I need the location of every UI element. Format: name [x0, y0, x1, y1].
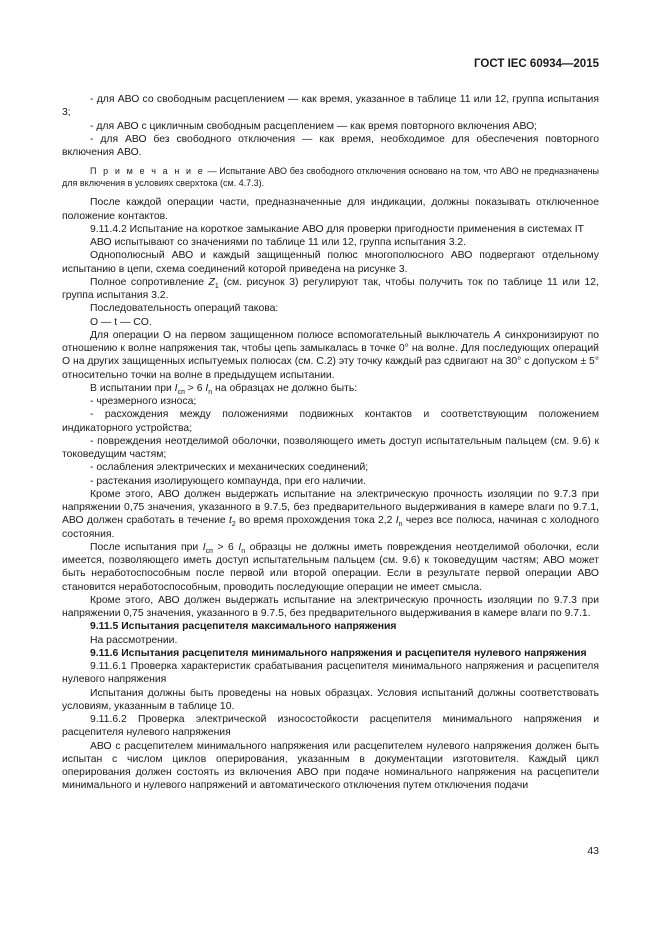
list-item: - растекания изолирующего компаунда, при его наличии.: [90, 475, 366, 487]
list-item: - ослабления электрических и механических соединений;: [90, 462, 369, 474]
note: [62, 165, 599, 189]
paragraph: АВО испытывают со значениями по таблице 11 или 12, группа испытания 3.2.: [90, 237, 467, 248]
paragraph: Полное сопротивление $Z_1$ (см. рисунок 3) регулируют так, чтобы получить ток по таблице 11 или 12, группа испытания 3.2.: [62, 276, 599, 301]
list-item: - для АВО с цикличным свободным расцеплением — как время повторного включения АВО;: [90, 120, 538, 132]
section-heading: 9.11.6 Испытания расцепителя минимального напряжения и расцепителя нулевого напряжения: [90, 647, 587, 659]
list-item: - повреждения неотделимой оболочки, позволяющего иметь доступ испытательным пальцем (см. 9.6) к токоведущим частям;: [62, 435, 599, 460]
note-label: П р и м е ч а н и е: [90, 166, 205, 177]
list-item: - чрезмерного износа;: [90, 396, 197, 407]
paragraph: В испытании при $I_{сп} > 6$ $I_n$ на образцах не должно быть:: [90, 382, 358, 396]
paragraph: Кроме этого, АВО должен выдержать испытание на электрическую прочность изоляции по 9.7.3 при напряжении 0,75 значения, указанного в 9.7.5, без предварительного выдерживания в камере влаги по 9.7.1.: [62, 594, 599, 619]
page-number: 43: [587, 845, 599, 857]
paragraph: Однополюсный АВО и каждый защищенный полюс многополюсного АВО подвергают отдельному испытанию в цепи, схема соединений которой приведена на рисунке 3.: [62, 250, 599, 275]
section-heading: 9.11.4.2 Испытание на короткое замыкание АВО для проверки пригодности применения в системах IT: [90, 223, 585, 235]
paragraph: После испытания при $I_{сп} > 6$ $I_n$ образцы не должны иметь повреждения неотделимой оболочки, если имеется, позволяющего иметь доступ испытательным пальцем (см. 9.6) к токоведущим частям; АВО может быть неработоспособным после первой или второй операции. Если в результате первой операции АВО становится неработоспособным, проводить последующие операции не имеет смысла.: [62, 541, 599, 593]
list-item: - для АВО без свободного отключения — как время, необходимое для обеспечения повторного включения АВО.: [62, 133, 599, 158]
paragraph: Для операции О на первом защищенном полюсе вспомогательный выключатель A синхронизируют по отношению к волне напряжения так, чтобы цепь замыкалась в точке 0° на волне. Для последующих операций О на других защищенных испытуемых полюсах (см. С.2) эту точку каждый раз сдвигают на 30° с допуском ± 5° относительно точки на волне в предыдущем испытании.: [62, 329, 599, 381]
paragraph: Последовательность операций такова:: [90, 303, 279, 315]
paragraph: АВО с расцепителем минимального напряжения или расцепителем нулевого напряжения должен быть испытан с числом циклов оперирования, указанным в документации изготовителя. Каждый цикл оперирования должен состоять из включения АВО при подаче номинального напряжения на расцепители минимального и нулевого напряжений и автоматического отключения путем отключения подачи: [62, 740, 599, 792]
section-heading: 9.11.5 Испытания расцепителя максимального напряжения: [90, 621, 397, 633]
page-body: [62, 93, 599, 793]
list-item: - для АВО со свободным расцеплением — как время, указанное в таблице 11 или 12, группа испытания 3;: [62, 94, 599, 119]
paragraph: Кроме этого, АВО должен выдержать испытание на электрическую прочность изоляции по 9.7.3 при напряжении 0,75 значения, указанного в 9.7.5, без предварительного выдерживания в камере влаги по 9.7.1, АВО должен сработать в течение $t_2$ во время прохождения тока 2,2 $I_n$ через все полюса, начиная с холодного состояния.: [62, 488, 599, 540]
list-item: - расхождения между положениями подвижных контактов и соответствующим положением индикаторного устройства;: [62, 409, 599, 434]
subsection-heading: 9.11.6.1 Проверка характеристик срабатывания расцепителя минимального напряжения и расцепителя нулевого напряжения: [62, 661, 599, 686]
document-header: ГОСТ IEC 60934—2015: [474, 58, 599, 70]
note-text: — Испытание АВО без свободного отключения основано на том, что АВО не предназначены для включения в условиях сверхтока (см. 4.7.3).: [62, 166, 599, 189]
paragraph: После каждой операции части, предназначенные для индикации, должны показывать отключенное положение контактов.: [62, 197, 599, 222]
paragraph: Испытания должны быть проведены на новых образцах. Условия испытаний должны соответствовать условиям, указанным в таблице 10.: [62, 687, 599, 712]
paragraph: На рассмотрении.: [90, 634, 178, 646]
subsection-heading: 9.11.6.2 Проверка электрической износостойкости расцепителя минимального напряжения и расцепителя нулевого напряжения: [62, 714, 599, 739]
operation-sequence: O — t — CO.: [90, 316, 152, 328]
